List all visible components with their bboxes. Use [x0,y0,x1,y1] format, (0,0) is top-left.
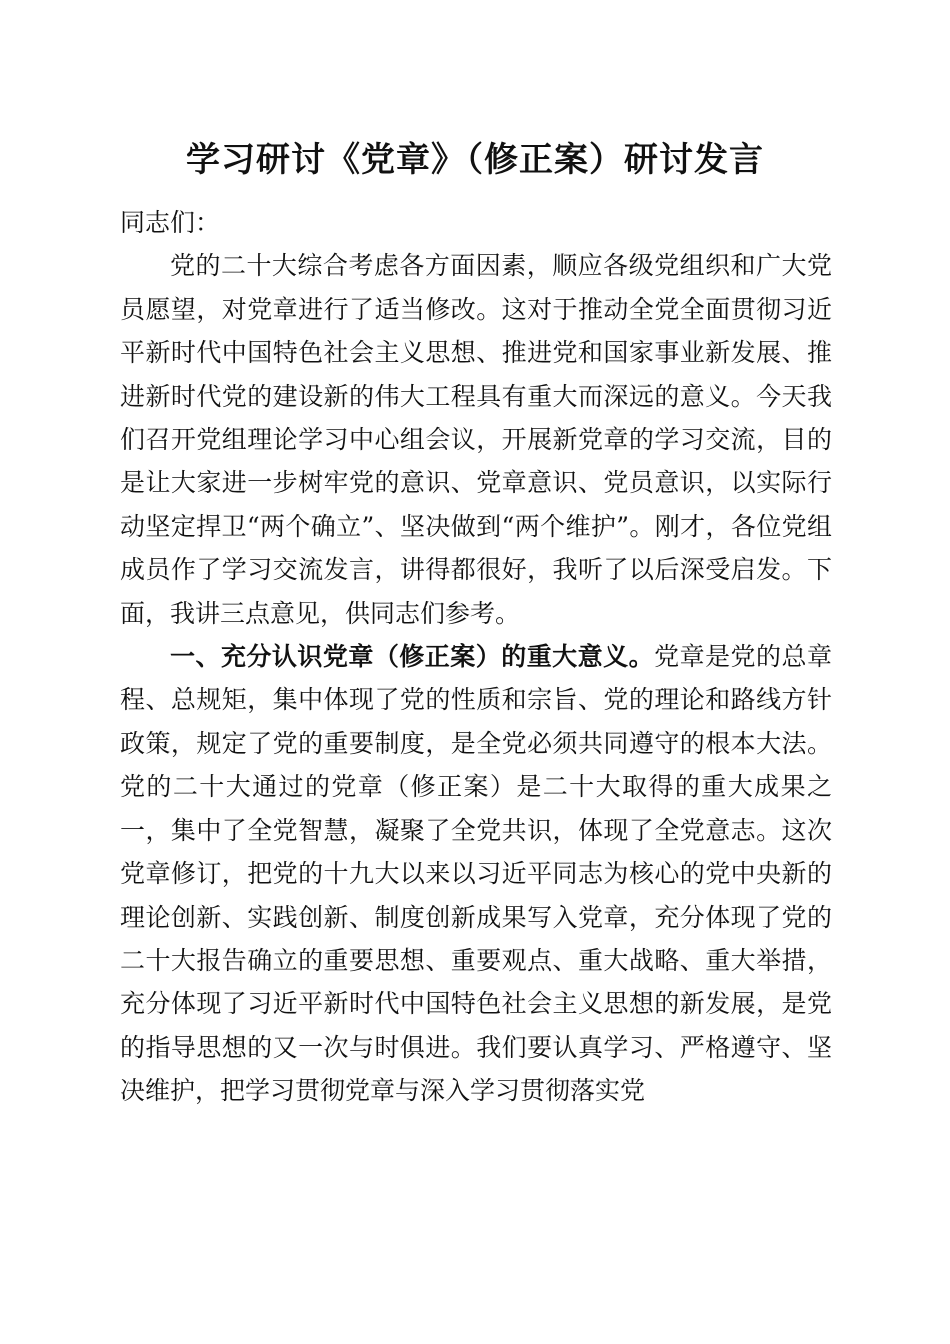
section-one-heading: 一、充分认识党章（修正案）的重大意义。 [170,642,655,672]
section-one-paragraph [120,635,832,1112]
document-title: 学习研讨《党章》（修正案）研讨发言 [186,140,764,180]
intro-paragraph: 党的二十大综合考虑各方面因素，顺应各级党组织和广大党员愿望，对党章进行了适当修改。这对于推动全党全面贯彻习近平新时代中国特色社会主义思想、推进党和国家事业新发展、推进新时代党的建设新的伟大工程具有重大而深远的意义。今天我们召开党组理论学习中心组会议，开展新党章的学习交流，目的是让大家进一步树牢党的意识、党章意识、党员意识，以实际行动坚定捍卫“两个确立”、坚决做到“两个维护”。刚才，各位党组成员作了学习交流发言，讲得都很好，我听了以后深受启发。下面，我讲三点意见，供同志们参考。 [120,251,832,628]
section-one-body: 党章是党的总章程、总规矩，集中体现了党的性质和宗旨、党的理论和路线方针政策，规定了党的重要制度，是全党必须共同遵守的根本大法。党的二十大通过的党章（修正案）是二十大取得的重大成果之一，集中了全党智慧，凝聚了全党共识，体现了全党意志。这次党章修订，把党的十九大以来以习近平同志为核心的党中央新的理论创新、实践创新、制度创新成果写入党章，充分体现了党的二十大报告确立的重要思想、重要观点、重大战略、重大举措，充分体现了习近平新时代中国特色社会主义思想的新发展，是党的指导思想的又一次与时俱进。我们要认真学习、严格遵守、坚决维护，把学习贯彻党章与深入学习贯彻落实党 [120,642,832,1106]
document-body [120,201,832,1113]
salutation: 同志们： [120,208,221,237]
